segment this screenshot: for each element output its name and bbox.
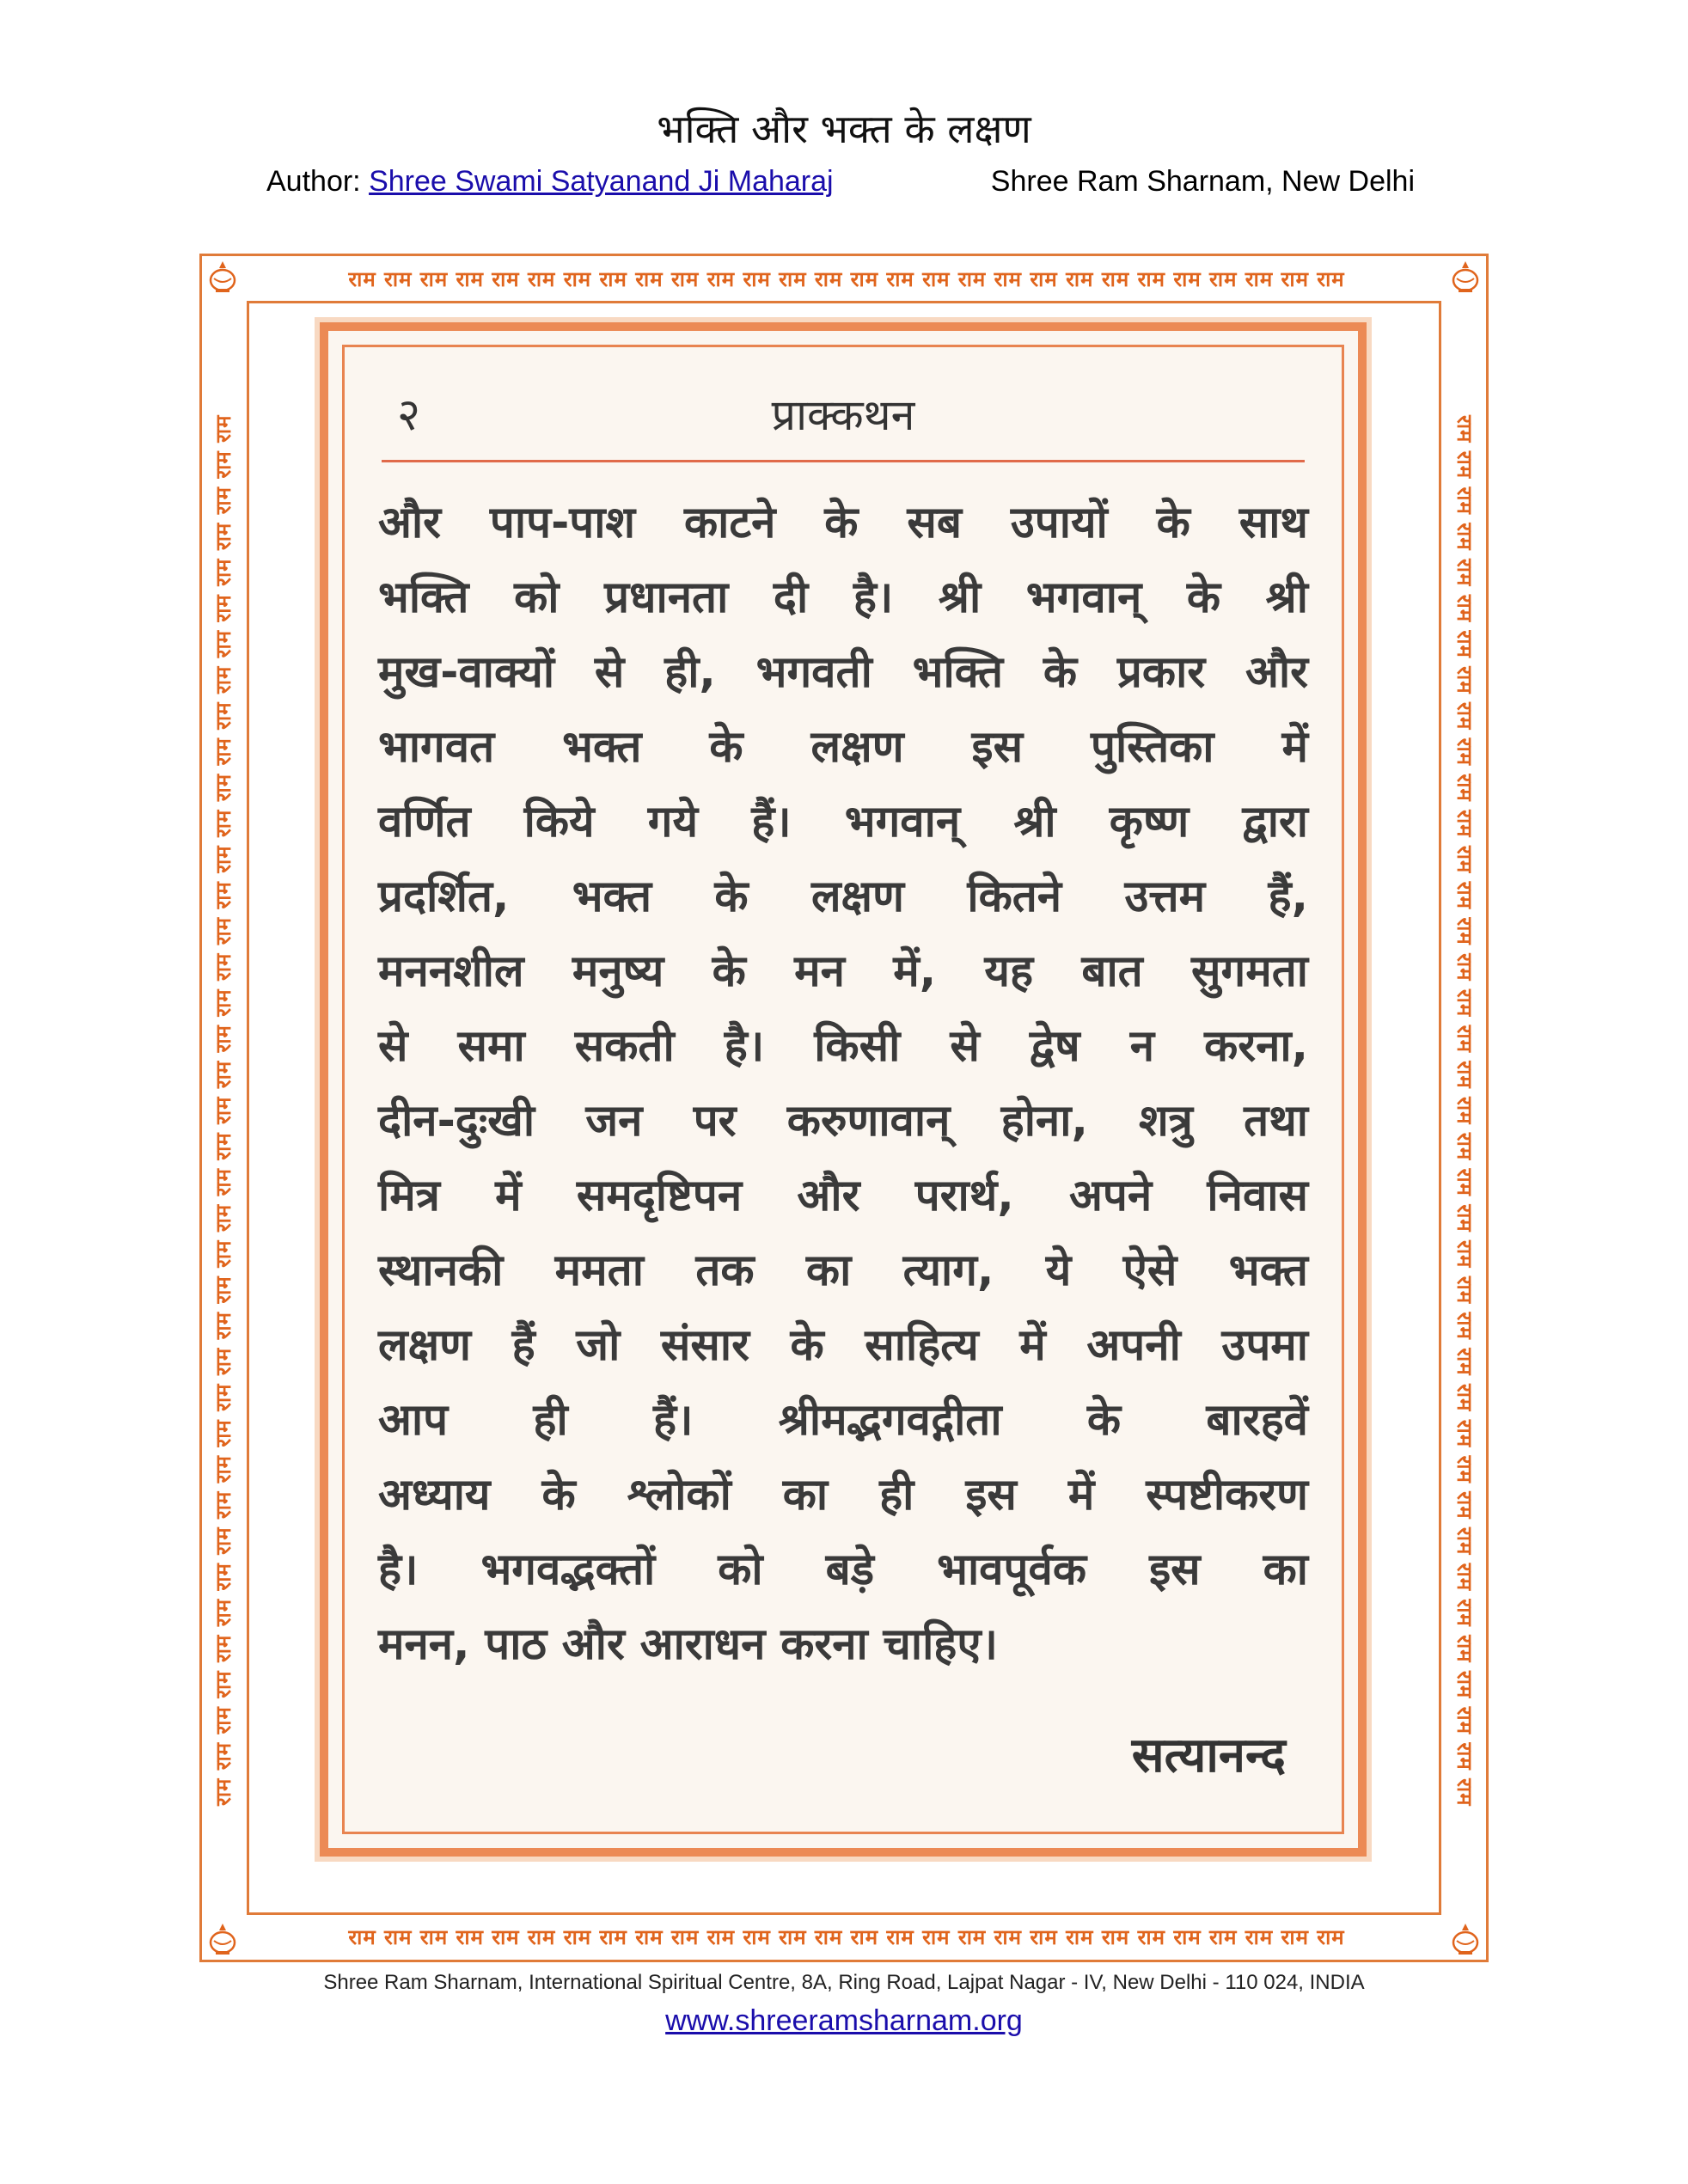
kalash-icon	[204, 1920, 242, 1958]
organization-label: Shree Ram Sharnam, New Delhi	[990, 165, 1415, 198]
kalash-icon	[204, 258, 242, 296]
author-label: Author:	[266, 165, 361, 198]
ram-border-left: राम राम राम राम राम राम राम राम राम राम राम राम राम राम राम राम राम राम राम राम राम राम राम राम राम राम राम राम राम राम राम राम राम राम राम राम राम राम राम	[211, 414, 235, 1807]
page-body-text	[378, 486, 1308, 1682]
text-line: दीन-दुःखी जन पर करुणावान् होना, शत्रु तथा	[378, 1096, 1308, 1147]
text-line: मननशील मनुष्य के मन में, यह बात सुगमता	[378, 946, 1308, 997]
heading-rule	[382, 460, 1305, 462]
text-line: मुख-वाक्यों से ही, भगवती भक्ति के प्रकार और	[378, 647, 1308, 698]
footer-address: Shree Ram Sharnam, International Spiritual Centre, 8A, Ring Road, Lajpat Nagar - IV, New Delhi - 110 024, INDIA	[323, 1971, 1365, 1994]
document-title: भक्ति और भक्त के लक्षण	[657, 106, 1031, 152]
page-number: २	[397, 389, 421, 441]
website-link[interactable]: www.shreeramsharnam.org	[665, 2004, 1023, 2037]
text-line: और पाप-पाश काटने के सब उपायों के साथ	[378, 498, 1308, 548]
ram-border-top: राम राम राम राम राम राम राम राम राम राम राम राम राम राम राम राम राम राम राम राम राम राम राम राम राम राम राम राम	[348, 267, 1345, 291]
text-line: से समा सकती है। किसी से द्वेष न करना,	[378, 1021, 1308, 1072]
author-link[interactable]: Shree Swami Satyanand Ji Maharaj	[369, 165, 834, 198]
page-heading: प्राक्कथन	[771, 390, 915, 440]
text-line: प्रदर्शित, भक्त के लक्षण कितने उत्तम हैं,	[378, 872, 1308, 922]
ram-border-right: राम राम राम राम राम राम राम राम राम राम राम राम राम राम राम राम राम राम राम राम राम राम राम राम राम राम राम राम राम राम राम राम राम राम राम राम राम राम राम	[1453, 414, 1477, 1807]
text-line: अध्याय के श्लोकों का ही इस में स्पष्टीकरण	[378, 1470, 1308, 1520]
text-line: भक्ति को प्रधानता दी है। श्री भगवान् के श्री	[378, 572, 1308, 623]
text-line: आप ही हैं। श्रीमद्भगवद्गीता के बारहवें	[378, 1395, 1308, 1446]
author-line	[266, 165, 834, 199]
kalash-icon	[1446, 1920, 1484, 1958]
signature: सत्यानन्द	[1131, 1728, 1286, 1783]
text-line: मित्र में समदृष्टिपन और परार्थ, अपने निवास	[378, 1171, 1308, 1221]
text-line: भागवत भक्त के लक्षण इस पुस्तिका में	[378, 722, 1308, 773]
scanned-book-page	[320, 322, 1367, 1857]
text-line: मनन, पाठ और आराधन करना चाहिए।	[378, 1619, 998, 1670]
kalash-icon	[1446, 258, 1484, 296]
text-line: वर्णित किये गये हैं। भगवान् श्री कृष्ण द्वारा	[378, 797, 1308, 847]
text-line: स्थानकी ममता तक का त्याग, ये ऐसे भक्त	[378, 1245, 1308, 1296]
ram-border-bottom: राम राम राम राम राम राम राम राम राम राम राम राम राम राम राम राम राम राम राम राम राम राम राम राम राम राम राम राम	[348, 1925, 1345, 1949]
text-line: है। भगवद्भक्तों को बड़े भावपूर्वक इस का	[378, 1545, 1308, 1595]
footer-url	[0, 2004, 1688, 2038]
text-line: लक्षण हैं जो संसार के साहित्य में अपनी उपमा	[378, 1320, 1308, 1371]
